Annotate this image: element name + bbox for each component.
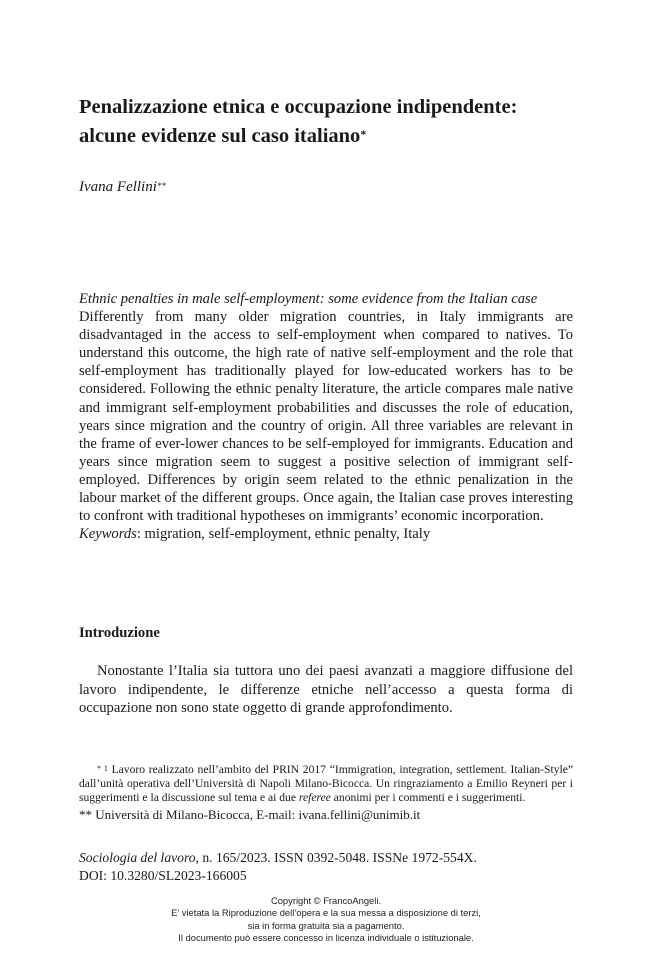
copyright-line-1: Copyright © FrancoAngeli. xyxy=(270,895,382,906)
abstract-body: Differently from many older migration countries, in Italy immigrants are disadvantaged in the access to self-employment when compared to natives. To understand this outcome, the high rate of native self-employment and the role that self-employment has traditionally played for low-educated workers has to be considered. Following the ethnic penalty literature, the article compares male native and immigrant self-employment probabilities and discusses the role of education, years since migration and the country of origin. All three variables are relevant in the frame of ever-lower chances to be self-employed for immigrants. Education and years since migration seem to suggest a positive selection of immigrant self-employed. Differences by origin seem related to the ethnic penalization in the labour market of the different groups. Once again, the Italian case proves interesting to confront with traditional hypotheses on immigrants’ economic incorporation. xyxy=(79,309,573,525)
keywords-list: migration, self-employment, ethnic penalty, Italy xyxy=(140,526,431,543)
footnote-1-text-part2: anonimi per i commenti e i suggerimenti. xyxy=(330,791,526,804)
abstract xyxy=(79,290,573,543)
article-title xyxy=(79,93,599,151)
journal-doi: DOI: 10.3280/SL2023-166005 xyxy=(79,867,247,883)
journal-details: , n. 165/2023. ISSN 0392-5048. ISSNe 1972-554X. xyxy=(195,850,477,865)
article-title-line2: alcune evidenze sul caso italiano xyxy=(79,125,361,147)
author-name-text: Ivana Fellini xyxy=(79,179,157,195)
author-name xyxy=(79,177,166,197)
footnote-2-affiliation: ** Università di Milano-Bicocca, E-mail: ivana.fellini@unimib.it xyxy=(79,807,421,822)
journal-name: Sociologia del lavoro xyxy=(79,850,196,865)
keywords-separator: : xyxy=(136,526,141,543)
copyright-line-3: sia in forma gratuita sia a pagamento. xyxy=(247,919,405,931)
footnote-1 xyxy=(79,763,573,805)
keywords-label: Keywords xyxy=(79,526,137,543)
section-heading-introduzione: Introduzione xyxy=(79,625,160,641)
footnotes xyxy=(79,763,573,823)
title-footnote-mark: * xyxy=(360,127,367,141)
introduction-paragraph: Nonostante l’Italia sia tuttora uno dei paesi avanzati a maggiore diffusione del lavoro indipendente, le differenze etniche nell’accesso a questa forma di occupazione non sono state oggetto di grande approfondimento. xyxy=(79,663,573,716)
footnote-1-text-part1: Lavoro realizzato nell’ambito del PRIN 2017 “Immigration, integration, settlement. Italian-Style” dall’unità operativa dell’Università di Napoli Milano-Bicocca. Un ringraziamento a Emilio Reyneri per i suggerimenti e la discussione sul tema e ai due xyxy=(79,763,574,804)
footnote-1-mark: * 1 xyxy=(97,764,108,773)
keywords xyxy=(79,525,573,543)
author-footnote-mark: ** xyxy=(156,181,166,191)
abstract-english-title: Ethnic penalties in male self-employment: some evidence from the Italian case xyxy=(79,291,538,307)
journal-citation xyxy=(79,849,573,867)
copyright-line-4: Il documento può essere concesso in licenza individuale o istituzionale. xyxy=(178,931,474,943)
article-title-line1: Penalizzazione etnica e occupazione indipendente: xyxy=(79,96,518,118)
copyright-notice xyxy=(79,895,573,944)
footnote-1-italic: referee xyxy=(298,791,331,804)
journal-info xyxy=(79,849,573,884)
copyright-line-2: E’ vietata la Riproduzione dell’opera e la sua messa a disposizione di terzi, xyxy=(171,907,481,919)
